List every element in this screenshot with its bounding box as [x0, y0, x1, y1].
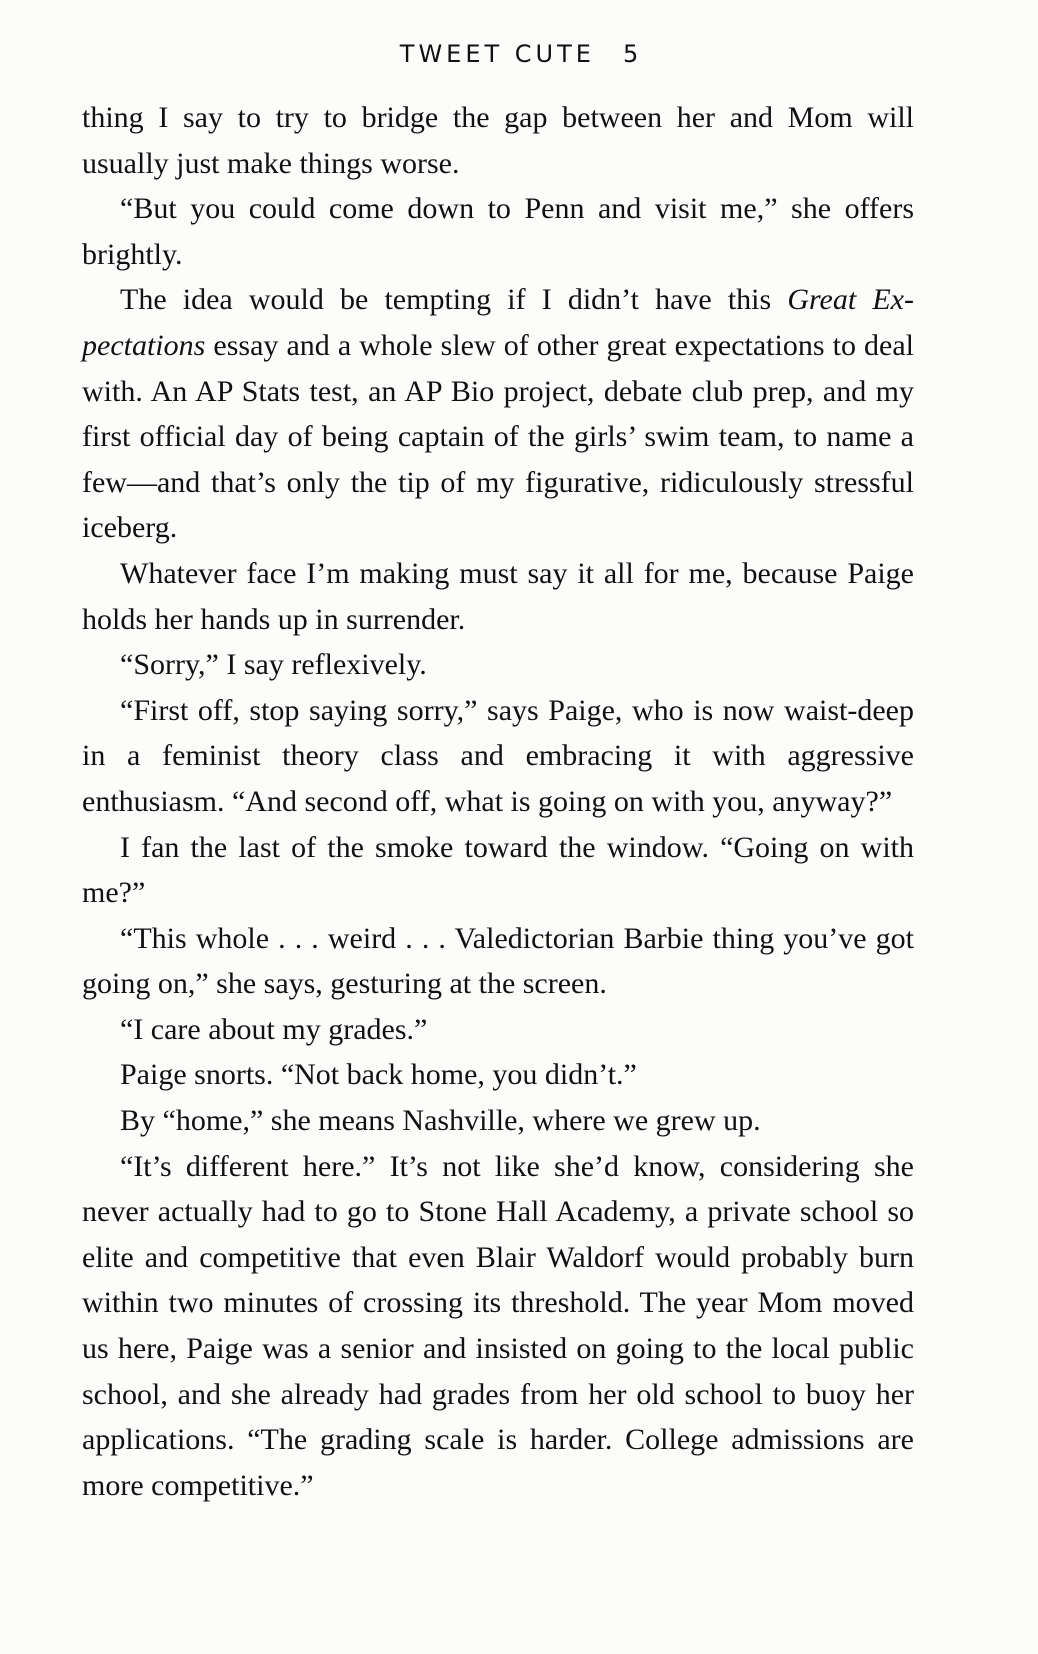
- paragraph-3-part-2: essay and a whole slew of other great expectations to deal with. An AP Stats test, an AP Bio project, debate club prep, and my first official day of being captain of the girls’ swim team, to name a few—and that’s only the tip of my figurative, ridiculously stressful iceberg.: [82, 328, 914, 545]
- paragraph-12: “It’s different here.” It’s not like she’d know, considering she never actually had to go to Stone Hall Academy, a private school so elite and competitive that even Blair Waldorf would probably burn within two minutes of crossing its threshold. The year Mom moved us here, Paige was a senior and insisted on going to the local public school, and she already had grades from her old school to buoy her applications. “The grading scale is harder. College admissions are more competitive.”: [82, 1149, 914, 1502]
- paragraph-7: I fan the last of the smoke toward the window. “Going on with me?”: [82, 830, 914, 910]
- book-title-italic: Great Expectations: [82, 283, 914, 362]
- paragraph-1: thing I say to try to bridge the gap between her and Mom will usually just make things worse.: [82, 101, 914, 180]
- paragraph-5: “Sorry,” I say reflexively.: [120, 648, 427, 682]
- book-title: TWEET CUTE: [399, 40, 595, 68]
- paragraph-10: Paige snorts. “Not back home, you didn’t.”: [120, 1058, 637, 1092]
- running-head: [0, 40, 1038, 68]
- paragraph-11: By “home,” she means Nashville, where we grew up.: [120, 1104, 761, 1138]
- paragraph-8: “This whole . . . weird . . . Valedictorian Barbie thing you’ve got going on,” she says, gesturing at the screen.: [82, 921, 914, 1001]
- page-number: 5: [622, 40, 639, 68]
- body-text: [82, 95, 914, 1508]
- paragraph-3-part-1: The idea would be tempting if I didn’t have this: [120, 283, 788, 317]
- paragraph-3: [82, 277, 914, 551]
- paragraph-4: Whatever face I’m making must say it all for me, because Paige holds her hands up in surrender.: [82, 556, 914, 636]
- paragraph-6: “First off, stop saying sorry,” says Paige, who is now waist-deep in a feminist theory class and embracing it with aggressive enthusiasm. “And second off, what is going on with you, anyway?”: [82, 693, 914, 818]
- paragraph-9: “I care about my grades.”: [120, 1012, 428, 1046]
- paragraph-2: “But you could come down to Penn and visit me,” she offers brightly.: [82, 192, 914, 271]
